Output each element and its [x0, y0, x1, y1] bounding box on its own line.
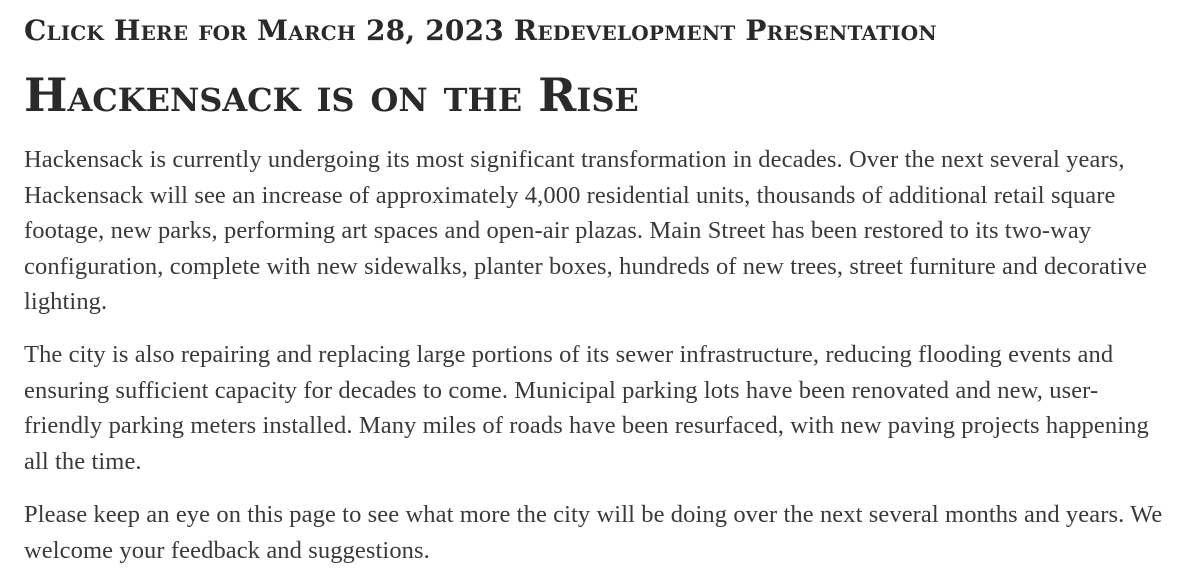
presentation-link[interactable]: Click Here for March 28, 2023 Redevelopment Presentation	[24, 14, 937, 47]
page-title: Hackensack is on the Rise	[24, 68, 639, 122]
presentation-heading	[24, 14, 1174, 48]
main-content	[24, 0, 1174, 569]
intro-paragraph: Hackensack is currently undergoing its most significant transformation in decades. Over the next several years, Hackensack will see an increase of approximately 4,000 residential units, thousands of additional retail square footage, new parks, performing art spaces and open-air plazas. Main Street has been restored to its two-way configuration, complete with new sidewalks, planter boxes, hundreds of new trees, street furniture and decorative lighting.	[24, 146, 1147, 316]
infrastructure-paragraph: The city is also repairing and replacing large portions of its sewer infrastructure, reducing flooding events and ensuring sufficient capacity for decades to come. Municipal parking lots have been renovated and new, user-friendly parking meters installed. Many miles of roads have been resurfaced, with new paving projects happening all the time.	[24, 340, 1149, 475]
closing-paragraph: Please keep an eye on this page to see what more the city will be doing over the next several months and years. We welcome your feedback and suggestions.	[24, 501, 1163, 564]
